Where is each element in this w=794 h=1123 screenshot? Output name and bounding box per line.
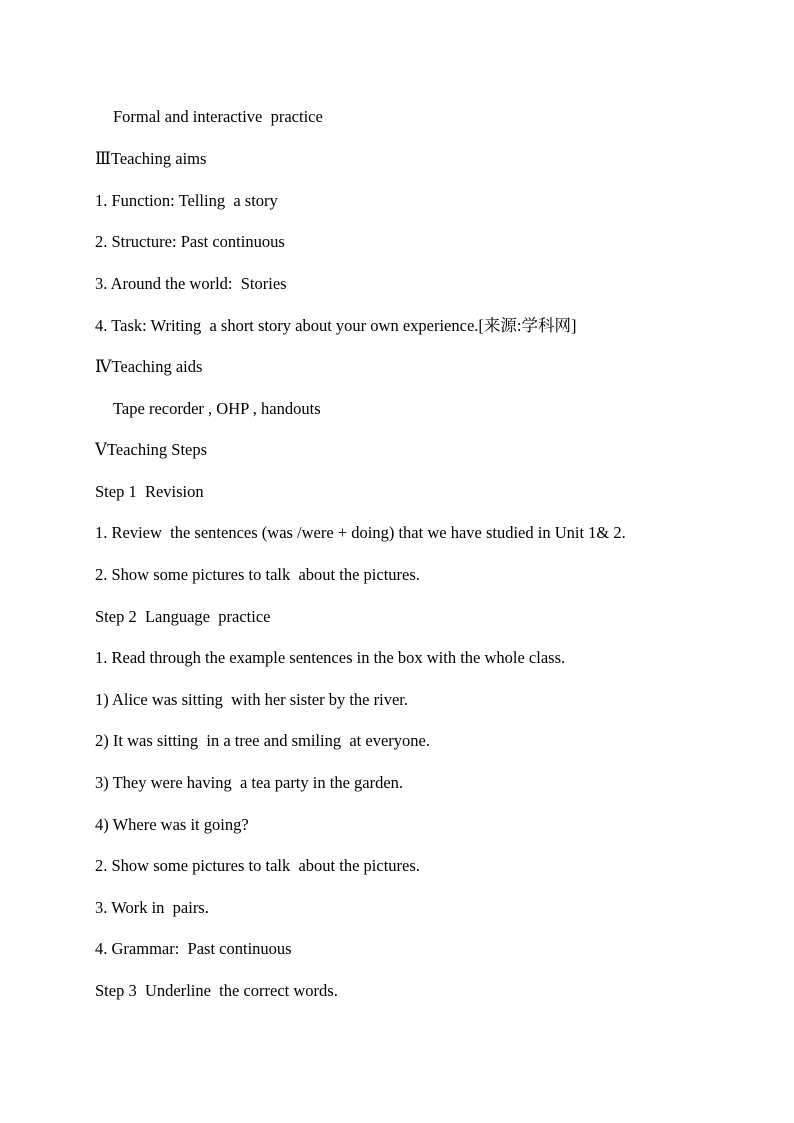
step-1-item-2: 2. Show some pictures to talk about the pictures. (95, 565, 420, 584)
step-2-item-3: 3. Work in pairs. (95, 898, 209, 917)
example-sentence-1: 1) Alice was sitting with her sister by the river. (95, 690, 408, 709)
section-heading-teaching-steps: ⅤTeaching Steps (95, 440, 208, 459)
section-heading-teaching-aims: ⅢTeaching aims (95, 149, 207, 168)
step-2-item-2: 2. Show some pictures to talk about the pictures. (95, 856, 420, 875)
example-sentence-2: 2) It was sitting in a tree and smiling at everyone. (95, 731, 430, 750)
aim-task-line: 4. Task: Writing a short story about your own experience.[来源:学科网] (95, 316, 577, 335)
aim-function-line: 1. Function: Telling a story (95, 191, 278, 210)
aim-around-world-line: 3. Around the world: Stories (95, 274, 287, 293)
step-2-heading: Step 2 Language practice (95, 607, 271, 626)
intro-method-line: Formal and interactive practice (113, 107, 323, 126)
step-3-heading: Step 3 Underline the correct words. (95, 981, 338, 1000)
step-1-item-1: 1. Review the sentences (was /were + doing) that we have studied in Unit 1& 2. (95, 523, 626, 542)
step-1-heading: Step 1 Revision (95, 482, 204, 501)
step-2-item-1: 1. Read through the example sentences in the box with the whole class. (95, 648, 566, 667)
teaching-aids-list: Tape recorder , OHP , handouts (113, 399, 321, 418)
example-sentence-4: 4) Where was it going? (95, 815, 249, 834)
section-heading-teaching-aids: ⅣTeaching aids (95, 357, 203, 376)
step-2-item-4: 4. Grammar: Past continuous (95, 939, 292, 958)
example-sentence-3: 3) They were having a tea party in the garden. (95, 773, 404, 792)
aim-structure-line: 2. Structure: Past continuous (95, 232, 285, 251)
